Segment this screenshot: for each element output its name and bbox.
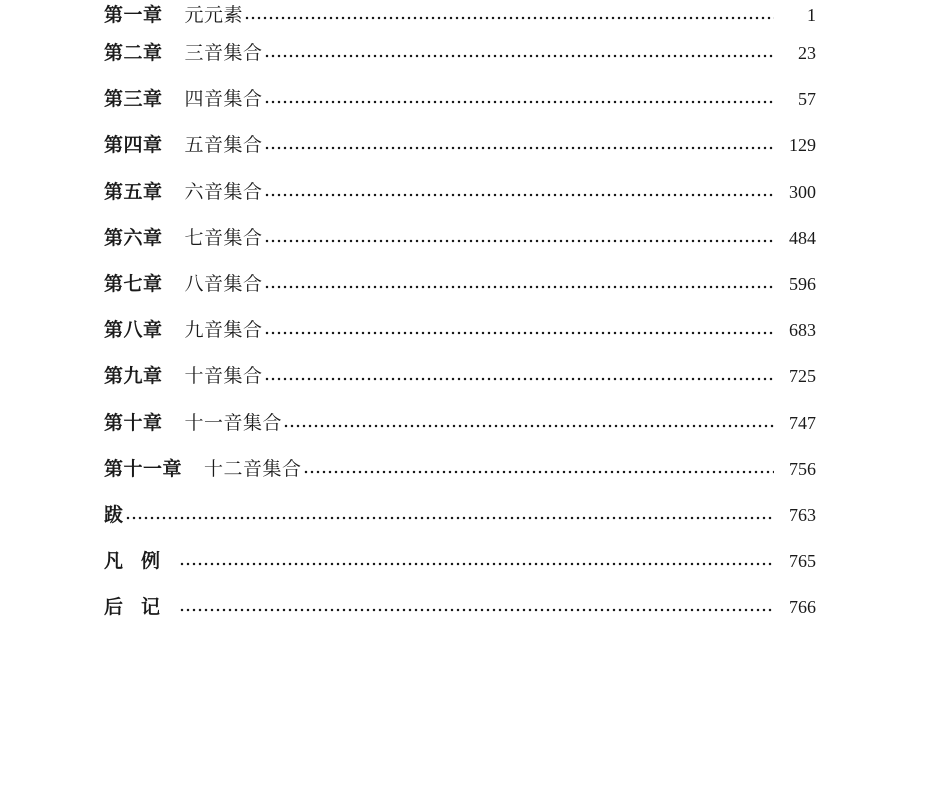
chapter-label: 第十一章 (104, 457, 183, 480)
dot-leader (126, 516, 774, 520)
chapter-title: 六音集合 (184, 180, 263, 203)
chapter-label: 第二章 (104, 42, 163, 65)
dot-leader (265, 193, 774, 197)
chapter-title: 八音集合 (184, 273, 263, 296)
dot-leader (180, 608, 774, 612)
chapter-label: 第四章 (104, 134, 163, 157)
chapter-label: 第十章 (104, 411, 163, 434)
chapter-title: 元元素 (184, 4, 244, 26)
section-label: 跋 (104, 503, 124, 526)
chapter-title: 十二音集合 (204, 457, 302, 480)
chapter-title: 四音集合 (184, 88, 263, 111)
toc-entry-chapter-7[interactable] (104, 261, 816, 307)
toc-entry-chapter-3[interactable] (104, 76, 816, 122)
page-number: 747 (789, 412, 816, 433)
section-label: 凡例 (104, 550, 179, 573)
chapter-title: 九音集合 (184, 319, 263, 342)
chapter-label: 第五章 (104, 180, 163, 203)
dot-leader (265, 377, 774, 381)
dot-leader (265, 100, 774, 104)
dot-leader (284, 424, 774, 428)
toc-entry-chapter-9[interactable] (104, 353, 816, 399)
chapter-title: 十一音集合 (184, 411, 283, 434)
section-label: 后记 (104, 596, 179, 619)
toc-entry-postscript[interactable] (104, 492, 816, 538)
chapter-title: 五音集合 (184, 134, 263, 157)
dot-leader (245, 16, 774, 20)
chapter-label: 第一章 (104, 4, 163, 26)
chapter-title: 十音集合 (184, 365, 263, 388)
page-number: 683 (789, 320, 816, 341)
chapter-label: 第九章 (104, 365, 163, 388)
toc-entry-chapter-6[interactable] (104, 215, 816, 261)
dot-leader (265, 54, 774, 58)
page-number: 763 (789, 504, 816, 525)
toc-entry-afterword[interactable] (104, 584, 816, 630)
dot-leader (265, 239, 774, 243)
page-number: 725 (789, 366, 816, 387)
toc-entry-guide[interactable] (104, 538, 816, 584)
toc-entry-chapter-11[interactable] (104, 446, 816, 492)
dot-leader (265, 285, 774, 289)
toc-entry-chapter-4[interactable] (104, 122, 816, 168)
chapter-title: 三音集合 (184, 42, 263, 65)
chapter-label: 第八章 (104, 319, 163, 342)
page-number: 57 (798, 89, 816, 110)
page-number: 300 (789, 181, 816, 202)
page-number: 765 (789, 551, 816, 572)
chapter-title: 七音集合 (184, 226, 263, 249)
dot-leader (180, 562, 774, 566)
toc-entry-chapter-5[interactable] (104, 169, 816, 215)
page-number: 596 (789, 274, 816, 295)
dot-leader (265, 331, 774, 335)
dot-leader (304, 470, 774, 474)
page-number: 756 (789, 458, 816, 479)
page-number: 484 (789, 227, 816, 248)
toc-entry-chapter-10[interactable] (104, 400, 816, 446)
toc-entry-chapter-1[interactable] (104, 0, 816, 30)
dot-leader (265, 146, 774, 150)
page-number: 129 (789, 135, 816, 156)
page-number: 23 (798, 43, 816, 64)
toc-entry-chapter-2[interactable] (104, 30, 816, 76)
page-number: 766 (789, 597, 816, 618)
chapter-label: 第三章 (104, 88, 163, 111)
chapter-label: 第六章 (104, 226, 163, 249)
table-of-contents (104, 0, 816, 630)
chapter-label: 第七章 (104, 273, 163, 296)
page-number: 1 (807, 5, 816, 25)
toc-entry-chapter-8[interactable] (104, 307, 816, 353)
